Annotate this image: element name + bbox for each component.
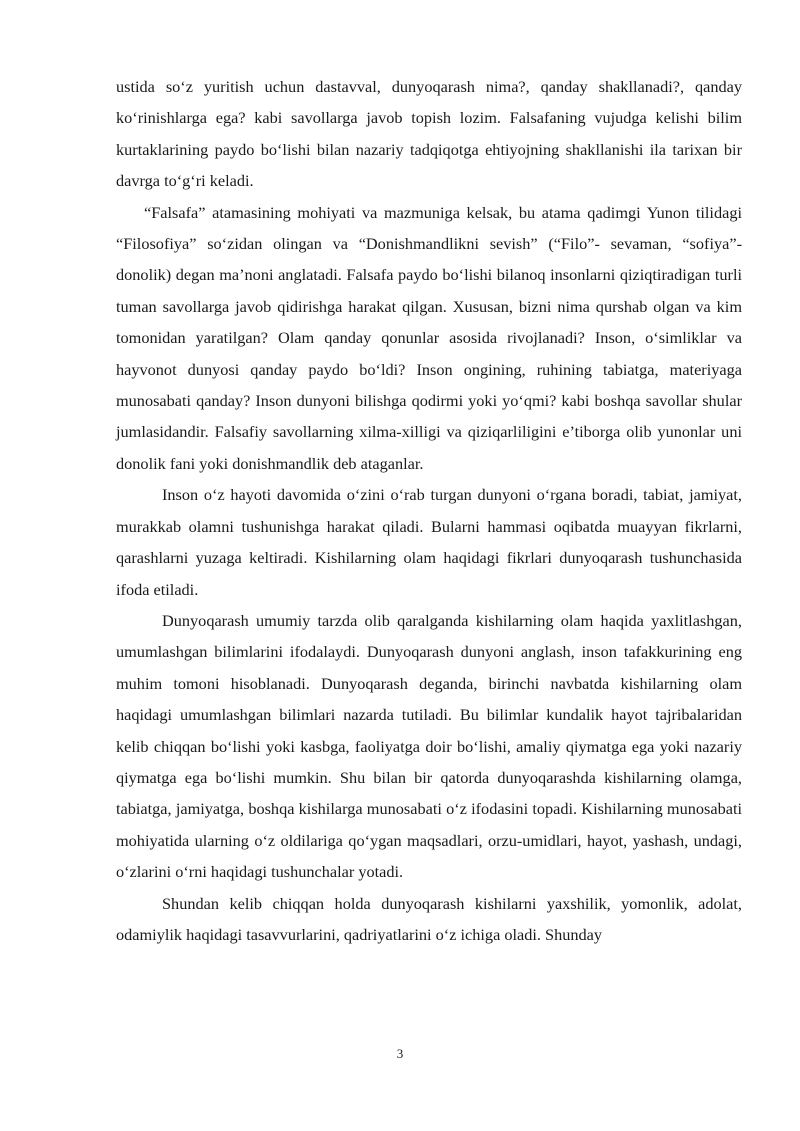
paragraph-2: “Falsafa” atamasining mohiyati va mazmuniga kelsak, bu atama qadimgi Yunon tilidagi “Filosofiya” so‘zidan olingan va “Donishmandlikni sevish” (“Filo”- sevaman, “sofiya”- donolik) degan ma’noni anglatadi. Falsafa paydo bo‘lishi bilanoq insonlarni qiziqtiradigan turli tuman savollarga javob qidirishga harakat qilgan. Xususan, bizni nima qurshab olgan va kim tomonidan yaratilgan? Olam qanday qonunlar asosida rivojlanadi? Inson, o‘simliklar va hayvonot dunyosi qanday paydo bo‘ldi? Inson ongining, ruhining tabiatga, materiyaga munosabati qanday? Inson dunyoni bilishga qodirmi yoki yo‘qmi? kabi boshqa savollar shular jumlasidandir. Falsafiy savollarning xilma-xilligi va qiziqarliligini e’tiborga olib yunonlar uni donolik fani yoki donishmandlik deb ataganlar. [116,202,742,473]
page-number: 3 [396,1046,404,1061]
paragraph-1: ustida so‘z yuritish uchun dastavval, dunyoqarash nima?, qanday shakllanadi?, qanday ko‘rinishlarga ega? kabi savollarga javob topish lozim. Falsafaning vujudga kelishi bilim kurtaklarining paydo bo‘lishi bilan nazariy tadqiqotga ehtiyojning shakllanishi ila tarixan bir davrga to‘g‘ri keladi. [116,77,742,191]
paragraph-3: Inson o‘z hayoti davomida o‘zini o‘rab turgan dunyoni o‘rgana boradi, tabiat, jamiyat, murakkab olamni tushunishga harakat qiladi. Bularni hammasi oqibatda muayyan fikrlarni, qarashlarni yuzaga keltiradi. Kishilarning olam haqidagi fikrlari dunyoqarash tushunchasida ifoda etiladi. [116,485,742,599]
body-text [116,71,742,950]
paragraph-5: Shundan kelib chiqqan holda dunyoqarash kishilarni yaxshilik, yomonlik, adolat, odamiylik haqidagi tasavvurlarini, qadriyatlarini o‘z ichiga oladi. Shunday [116,893,742,944]
paragraph-4: Dunyoqarash umumiy tarzda olib qaralganda kishilarning olam haqida yaxlitlashgan, umumlashgan bilimlarini ifodalaydi. Dunyoqarash dunyoni anglash, inson tafakkurining eng muhim tomoni hisoblanadi. Dunyoqarash deganda, birinchi navbatda kishilarning olam haqidagi umumlashgan bilimlari nazarda tutiladi. Bu bilimlar kundalik hayot tajribalaridan kelib chiqqan bo‘lishi yoki kasbga, faoliyatga doir bo‘lishi, amaliy qiymatga ega yoki nazariy qiymatga ega bo‘lishi mumkin. Shu bilan bir qatorda dunyoqarashda kishilarning olamga, tabiatga, jamiyatga, boshqa kishilarga munosabati o‘z ifodasini topadi. Kishilarning munosabati mohiyatida ularning o‘z oldilariga qo‘ygan maqsadlari, orzu-umidlari, hayot, yashash, undagi, o‘zlarini o‘rni haqidagi tushunchalar yotadi. [116,610,742,882]
